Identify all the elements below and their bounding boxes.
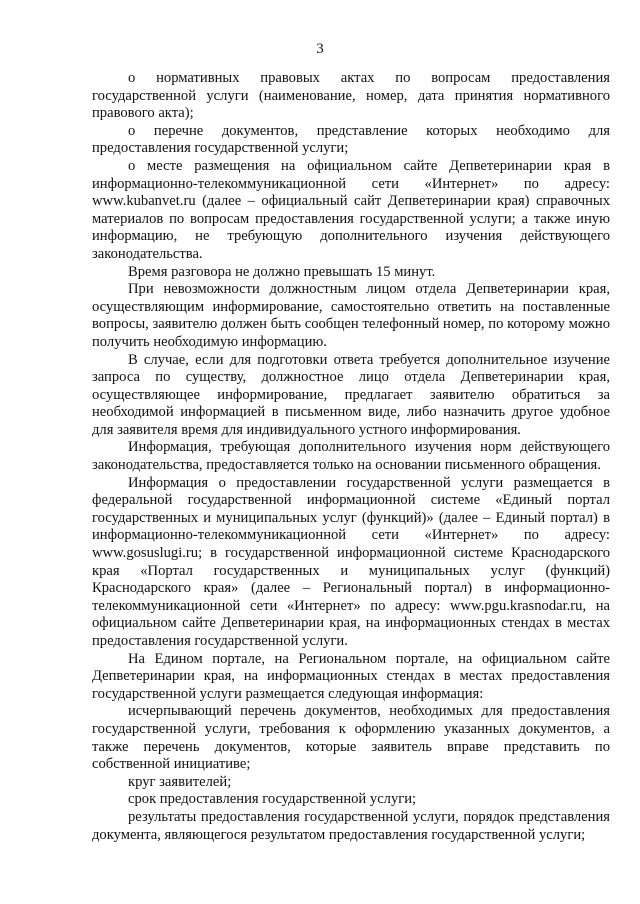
paragraph: результаты предоставления государственной услуги, порядок представления документа, являющегося результатом предоставления государственной услуги; — [92, 808, 610, 843]
paragraph: срок предоставления государственной услуги; — [128, 791, 417, 808]
paragraph: исчерпывающий перечень документов, необходимых для предоставления государственной услуги, требования к оформлению указанных документов, а также перечень документов, которые заявитель вправе представить по собственной инициативе; — [92, 703, 610, 773]
paragraph: При невозможности должностным лицом отдела Депветеринарии края, осуществляющим информирование, самостоятельно ответить на поставленные вопросы, заявителю должен быть сообщен телефонный номер, по которому можно получить необходимую информацию. — [92, 281, 610, 350]
paragraph: о нормативных правовых актах по вопросам предоставления государственной услуги (наименование, номер, дата принятия нормативного правового акта); — [92, 70, 610, 122]
paragraph: В случае, если для подготовки ответа требуется дополнительное изучение запроса по существу, должностное лицо отдела Депветеринарии края, осуществляющее информирование, предлагает заявителю обратиться за необходимой информацией в письменном виде, либо назначить другое удобное для заявителя время для индивидуального устного информирования. — [92, 351, 610, 438]
paragraph: На Едином портале, на Региональном портале, на официальном сайте Депветеринарии края, на информационных стендах в местах предоставления государственной услуги размещается следующая информация: — [92, 650, 610, 702]
paragraph: Информация, требующая дополнительного изучения норм действующего законодательства, предоставляется только на основании письменного обращения. — [92, 439, 610, 474]
page-number: 3 — [316, 41, 324, 57]
paragraph: о месте размещения на официальном сайте Депветеринарии края в информационно-телекоммуникационной сети «Интернет» по адресу: www.kubanvet.ru (далее – официальный сайт Депветеринарии края) справочных материалов по вопросам предоставления государственной услуги; а также иную информацию, не требующую дополнительного изучения действующего законодательства. — [92, 157, 610, 262]
paragraph: о перечне документов, представление которых необходимо для предоставления государственной услуги; — [92, 122, 610, 157]
paragraph: круг заявителей; — [128, 773, 232, 790]
document-body — [92, 70, 610, 844]
paragraph: Время разговора не должно превышать 15 минут. — [128, 263, 436, 280]
paragraph: Информация о предоставлении государственной услуги размещается в федеральной государственной информационной системе «Единый портал государственных и муниципальных услуг (функций)» (далее – Единый портал) в информационно-телекоммуникационной сети «Интернет» по адресу: www.gosuslugi.ru; в государственной информационной системе Краснодарского края «Портал государственных и муниципальных услуг (функций) Краснодарского края» (далее – Региональный портал) в информационно-телекоммуникационной сети «Интернет» по адресу: www.pgu.krasnodar.ru, на официальном сайте Депветеринарии края, на информационных стендах в местах предоставления государственной услуги. — [92, 474, 610, 649]
